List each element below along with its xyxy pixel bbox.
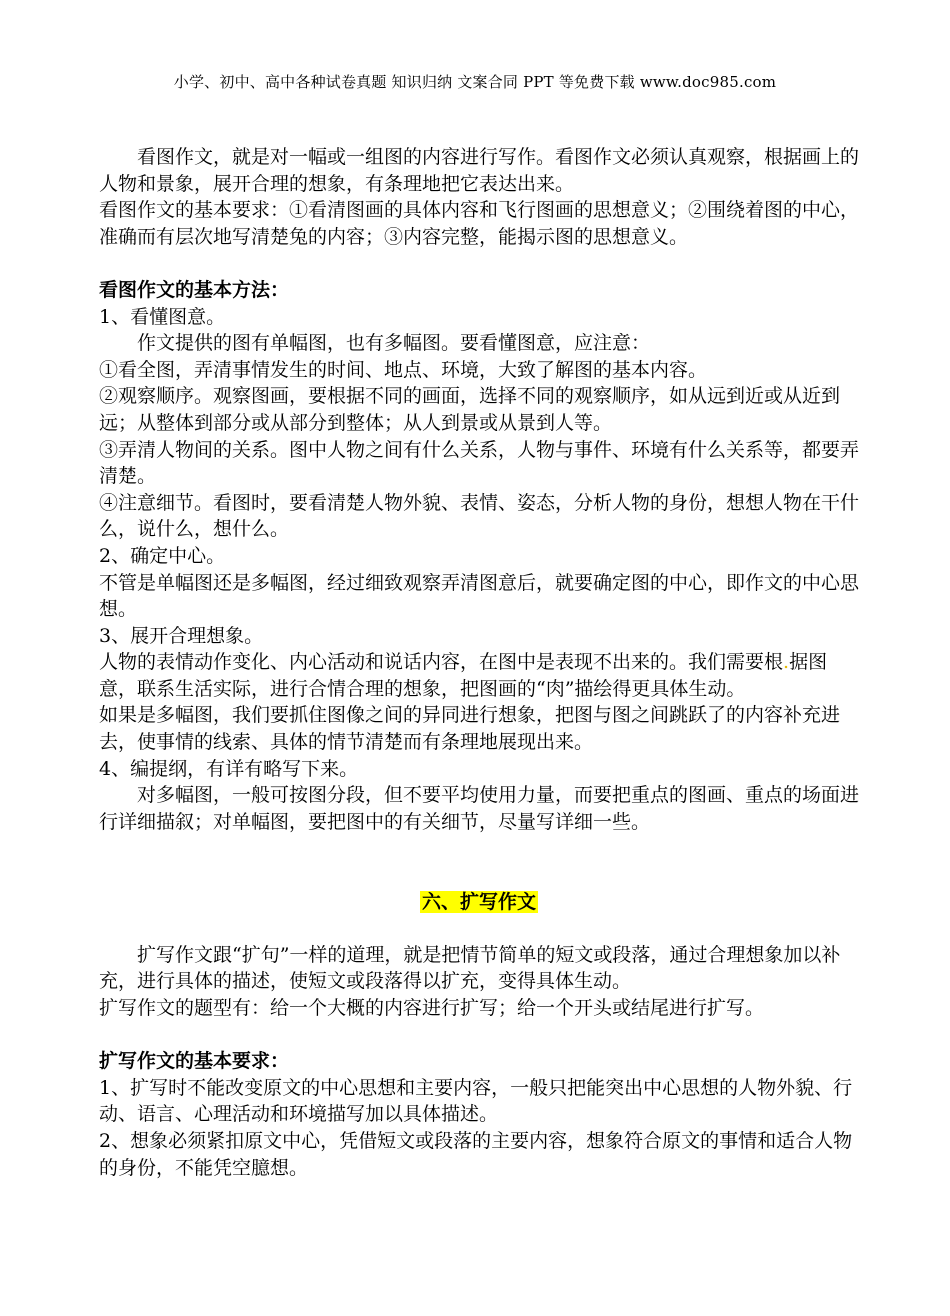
method-1-title: 1、看懂图意。 xyxy=(99,305,226,328)
page-header: 小学、初中、高中各种试卷真题 知识归纳 文案合同 PPT 等免费下载 www.doc985.com xyxy=(173,73,777,91)
method-3-body-part-a: 人物的表情动作变化、内心活动和说话内容，在图中是表现不出来的。我们需要根 xyxy=(99,651,784,674)
requirement-2: 2、想象必须紧扣原文中心，凭借短文或段落的主要内容，想象符合原文的事情和适合人物的身份，不能凭空臆想。 xyxy=(99,1129,853,1179)
method-1-item-4: ④注意细节。看图时，要看清楚人物外貌、表情、姿态，分析人物的身份，想想人物在干什么，说什么，想什么。 xyxy=(99,491,860,541)
section-6-paragraph-2: 扩写作文的题型有：给一个大概的内容进行扩写；给一个开头或结尾进行扩写。 xyxy=(99,997,765,1019)
requirement-1: 1、扩写时不能改变原文的中心思想和主要内容，一般只把能突出中心思想的人物外貌、行动、语言、心理活动和环境描写加以具体描述。 xyxy=(99,1076,853,1126)
method-1-item-3: ③弄清人物间的关系。图中人物之间有什么关系，人物与事件、环境有什么关系等，都要弄清楚。 xyxy=(99,438,860,488)
method-3-body-part-b: 据图意，联系生活实际，进行合情合理的想象，把图画的“肉”描绘得更具体生动。 xyxy=(99,651,828,700)
spacer xyxy=(99,250,859,277)
section-6-title-line xyxy=(99,889,859,916)
method-1-intro: 作文提供的图有单幅图，也有多幅图。要看懂图意，应注意： xyxy=(137,332,651,355)
section-6-title: 六、扩写作文 xyxy=(421,890,536,913)
spacer xyxy=(99,915,859,942)
section-6-paragraph-1: 扩写作文跟“扩句”一样的道理，就是把情节简单的短文或段落，通过合理想象加以补充，进行具体的描述，使短文或段落得以扩充，变得具体生动。 xyxy=(99,943,841,993)
method-1-item-2: ②观察顺序。观察图画，要根据不同的画面，选择不同的观察顺序，如从远到近或从近到远；从整体到部分或从部分到整体；从人到景或从景到人等。 xyxy=(99,385,841,434)
requirements-heading: 扩写作文的基本要求： xyxy=(99,1050,290,1073)
method-3-body-2: 如果是多幅图，我们要抓住图像之间的异同进行想象，把图与图之间跳跃了的内容补充进去，使事情的线索、具体的情节清楚而有条理地展现出来。 xyxy=(99,704,841,754)
method-3-title: 3、展开合理想象。 xyxy=(99,624,264,647)
intro-paragraph-2: 看图作文的基本要求：①看清图画的具体内容和飞行图画的思想意义；②围绕着图的中心，准确而有层次地写清楚兔的内容；③内容完整，能揭示图的思想意义。 xyxy=(99,199,860,248)
method-1-item-1: ①看全图，弄清事情发生的时间、地点、环境，大致了解图的基本内容。 xyxy=(99,358,708,381)
spacer xyxy=(99,1022,859,1049)
method-2-body: 不管是单幅图还是多幅图，经过细致观察弄清图意后，就要确定图的中心，即作文的中心思想。 xyxy=(99,571,860,621)
method-3-body-dot: . xyxy=(783,651,790,674)
intro-paragraph-1: 看图作文，就是对一幅或一组图的内容进行写作。看图作文必须认真观察，根据画上的人物和景象，展开合理的想象，有条理地把它表达出来。 xyxy=(99,146,860,195)
spacer xyxy=(99,835,859,888)
method-4-title: 4、编提纲，有详有略写下来。 xyxy=(99,757,359,780)
document-body xyxy=(99,144,859,1181)
method-4-body: 对多幅图，一般可按图分段，但不要平均使用力量，而要把重点的图画、重点的场面进行详细描叙；对单幅图，要把图中的有关细节，尽量写详细一些。 xyxy=(99,784,860,833)
method-2-title: 2、确定中心。 xyxy=(99,544,226,567)
methods-heading: 看图作文的基本方法： xyxy=(99,278,290,301)
method-3-body xyxy=(99,649,859,702)
